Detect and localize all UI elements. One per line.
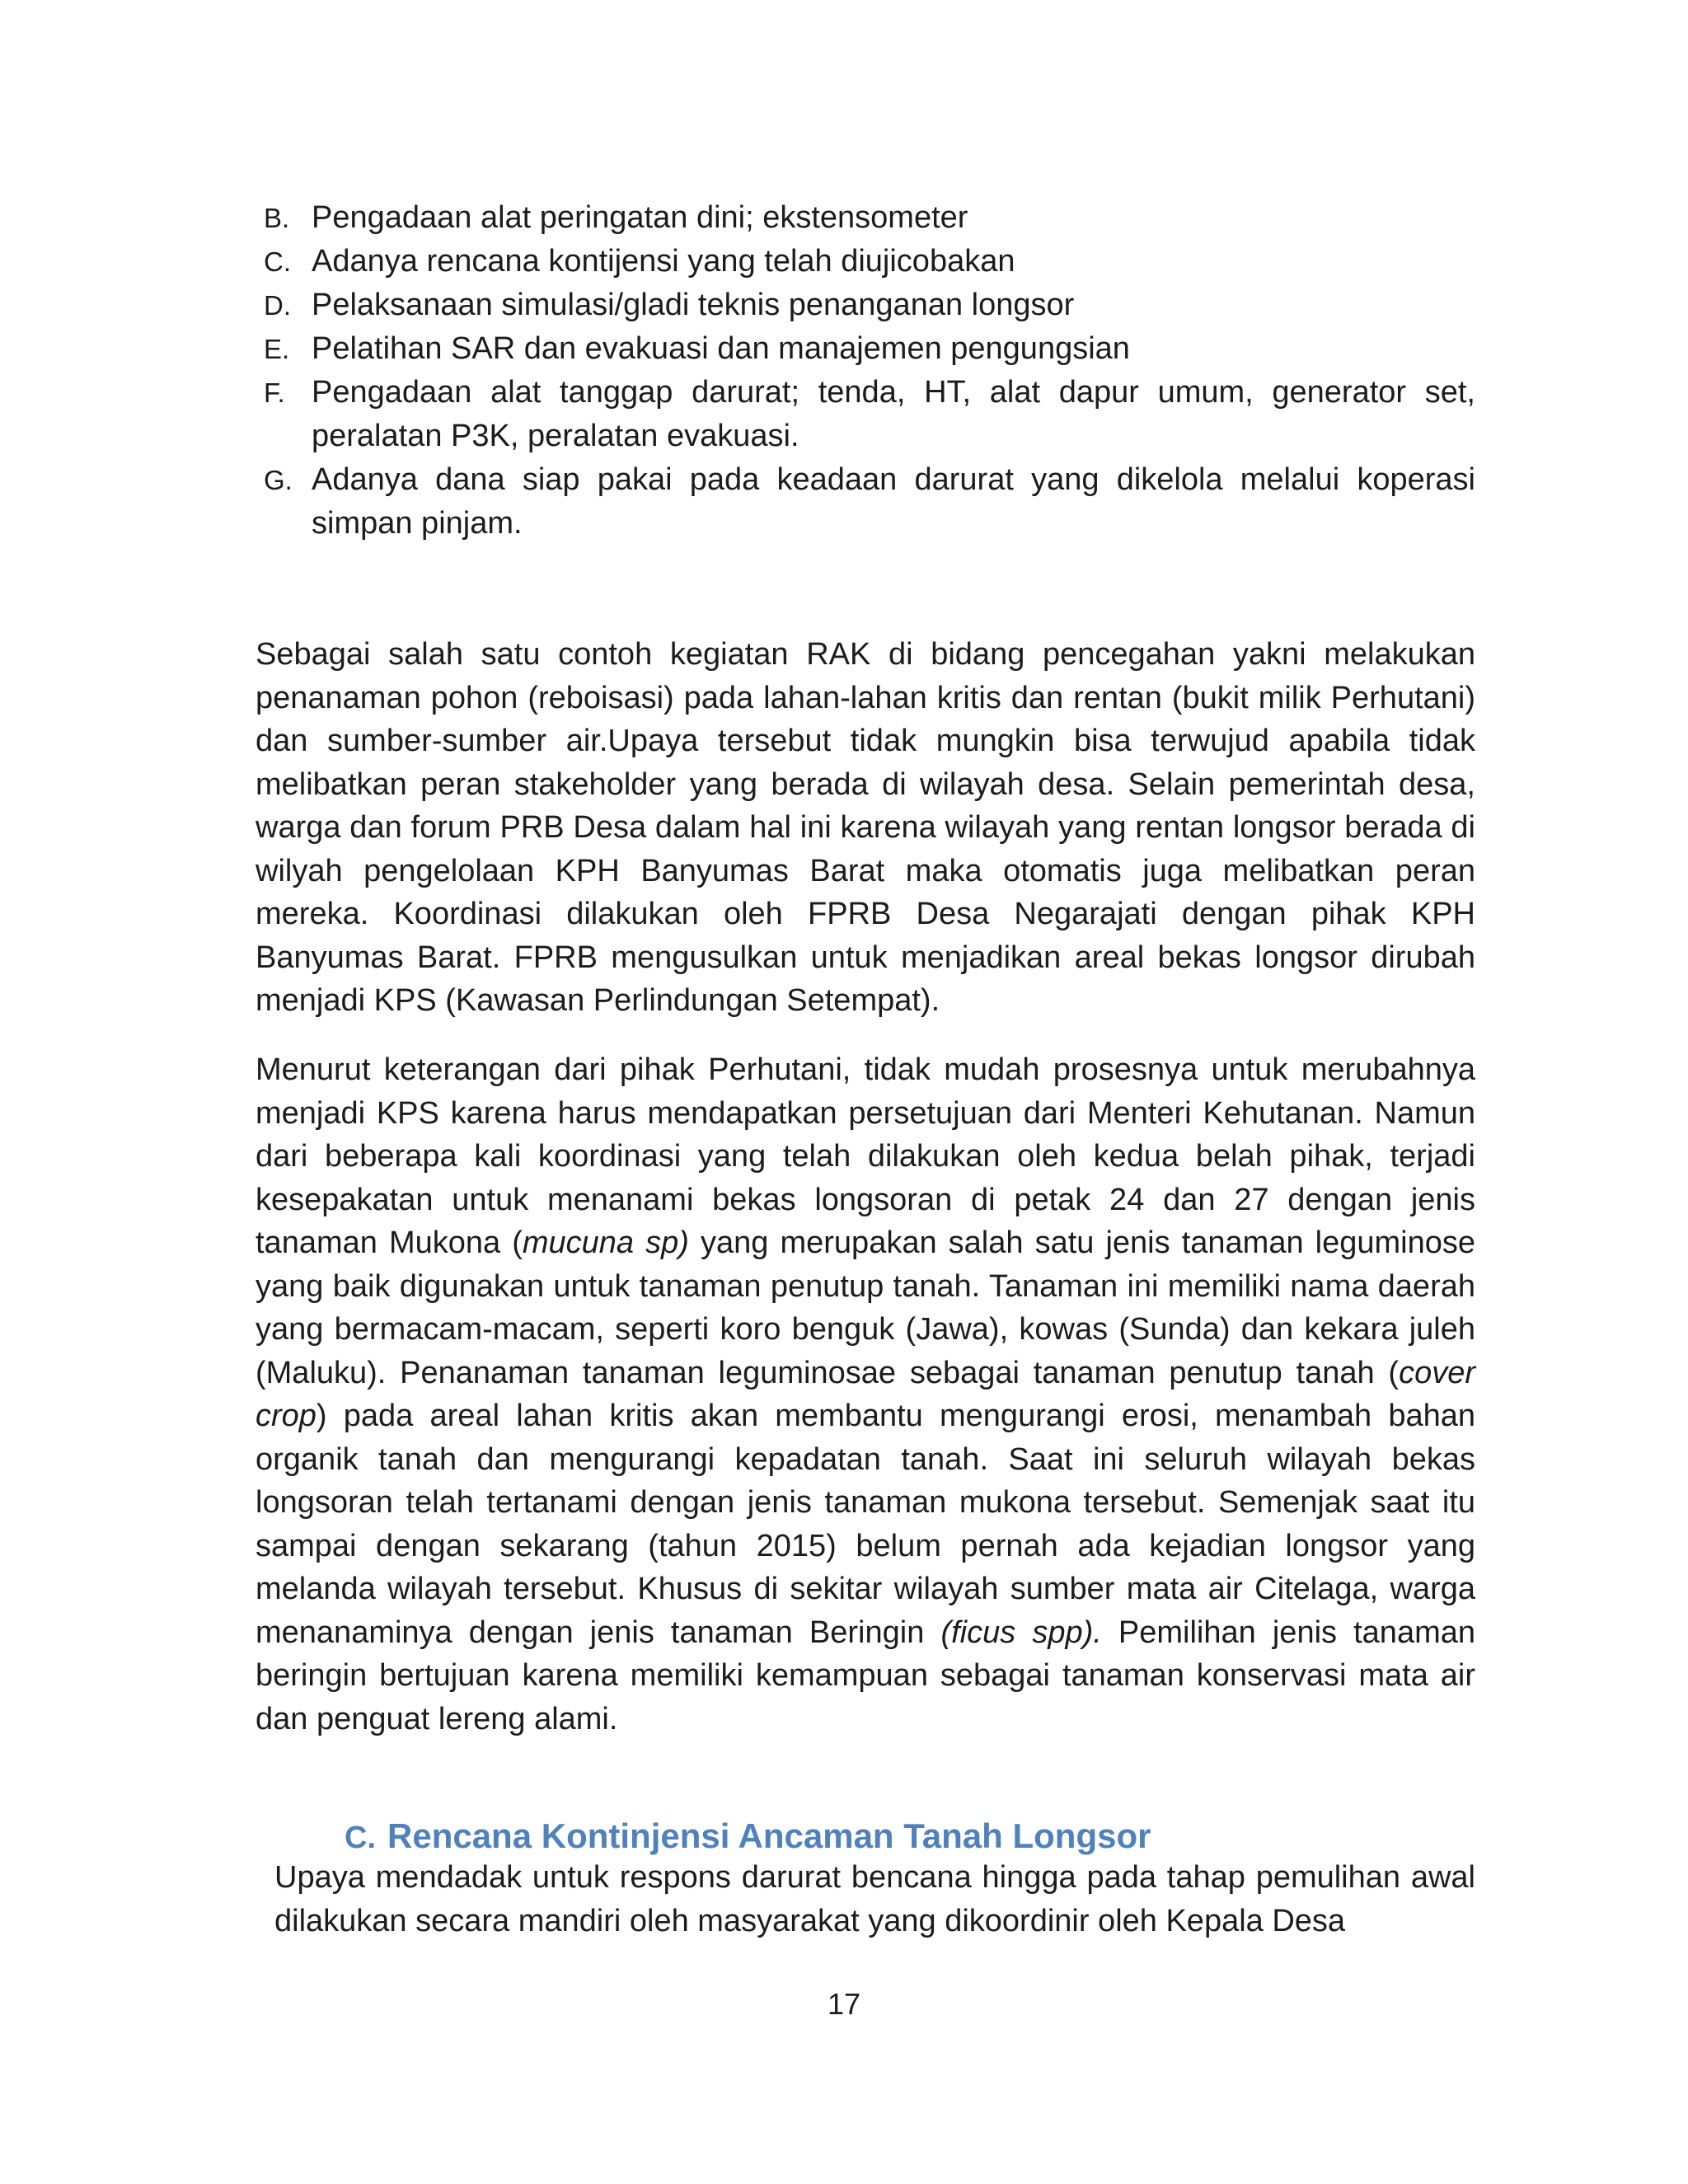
species-name-ficus: (ficus spp).	[940, 1615, 1102, 1650]
list-item	[256, 327, 1475, 371]
list-item-text: Pelatihan SAR dan evakuasi dan manajemen pengungsian	[312, 331, 1130, 366]
species-name-mucuna: mucuna sp)	[522, 1226, 689, 1260]
list-item-text: Adanya dana siap pakai pada keadaan darurat yang dikelola melalui koperasi simpan pinjam.	[312, 462, 1475, 541]
list-item	[256, 284, 1475, 327]
page-number: 17	[827, 1987, 861, 2021]
list-item-text: Adanya rencana kontijensi yang telah diujicobakan	[312, 244, 1015, 279]
paragraph-text: Pemilihan jenis tanaman beringin bertujuan karena memiliki kemampuan sebagai tanaman konservasi mata air dan penguat lereng alami.	[256, 1615, 1476, 1736]
list-item-text: Pengadaan alat peringatan dini; ekstensometer	[312, 200, 968, 235]
section-marker: C.	[345, 1821, 376, 1855]
list-marker: F.	[264, 377, 285, 408]
list-item-text: Pelaksanaan simulasi/gladi teknis penanganan longsor	[312, 288, 1075, 322]
paragraph-text: Menurut keterangan dari pihak Perhutani, tidak mudah prosesnya untuk merubahnya menjadi KPS karena harus mendapatkan persetujuan dari Menteri Kehutanan. Namun dari beberapa kali koordinasi yang telah dilakukan oleh kedua belah pihak, terjadi kesepakatan untuk menanami bekas longsoran di petak 24 dan 27 dengan jenis tanaman Mukona (	[256, 1052, 1475, 1260]
list-item-text: Pengadaan alat tanggap darurat; tenda, HT, alat dapur umum, generator set, peralatan P3K, peralatan evakuasi.	[312, 375, 1475, 453]
paragraph-rak-example: Sebagai salah satu contoh kegiatan RAK di bidang pencegahan yakni melakukan penanaman pohon (reboisasi) pada lahan-lahan kritis dan rentan (bukit milik Perhutani) dan sumber-sumber air.Upaya tersebut tidak mungkin bisa terwujud apabila tidak melibatkan peran stakeholder yang berada di wilayah desa. Selain pemerintah desa, warga dan forum PRB Desa dalam hal ini karena wilayah yang rentan longsor berada di wilyah pengelolaan KPH Banyumas Barat maka otomatis juga melibatkan peran mereka. Koordinasi dilakukan oleh FPRB Desa Negarajati dengan pihak KPH Banyumas Barat. FPRB mengusulkan untuk menjadikan areal bekas longsor dirubah menjadi KPS (Kawasan Perlindungan Setempat).	[256, 637, 1475, 1018]
list-item	[256, 371, 1475, 458]
paragraph-perhutani	[256, 1048, 1475, 1741]
list-marker: G.	[264, 465, 293, 495]
list-marker: C.	[264, 246, 291, 277]
list-marker: E.	[264, 334, 290, 364]
section-title: Rencana Kontinjensi Ancaman Tanah Longsor	[387, 1816, 1151, 1855]
list-item	[256, 196, 1475, 240]
list-item	[256, 458, 1475, 546]
list-marker: D.	[264, 290, 291, 321]
paragraph-text: ) pada areal lahan kritis akan membantu mengurangi erosi, menambah bahan organik tanah dan mengurangi kepadatan tanah. Saat ini seluruh wilayah bekas longsoran telah tertanami dengan jenis tanaman mukona tersebut. Semenjak saat itu sampai dengan sekarang (tahun 2015) belum pernah ada kejadian longsor yang melanda wilayah tersebut. Khusus di sekitar wilayah sumber mata air Citelaga, warga menanaminya dengan jenis tanaman Beringin	[256, 1399, 1475, 1650]
section-heading	[345, 1813, 1151, 1861]
list-item	[256, 240, 1475, 284]
measures-list	[256, 196, 1475, 546]
paragraph-contingency: Upaya mendadak untuk respons darurat bencana hingga pada tahap pemulihan awal dilakukan secara mandiri oleh masyarakat yang dikoordinir oleh Kepala Desa	[274, 1860, 1475, 1938]
paragraph-text: yang merupakan salah satu jenis tanaman leguminose yang baik digunakan untuk tanaman penutup tanah. Tanaman ini memiliki nama daerah yang bermacam-macam, seperti koro benguk (Jawa), kowas (Sunda) dan kekara juleh (Maluku). Penanaman tanaman leguminosae sebagai tanaman penutup tanah (	[256, 1226, 1475, 1390]
term-cover-crop: cover crop	[256, 1355, 1475, 1433]
list-marker: B.	[264, 203, 290, 233]
